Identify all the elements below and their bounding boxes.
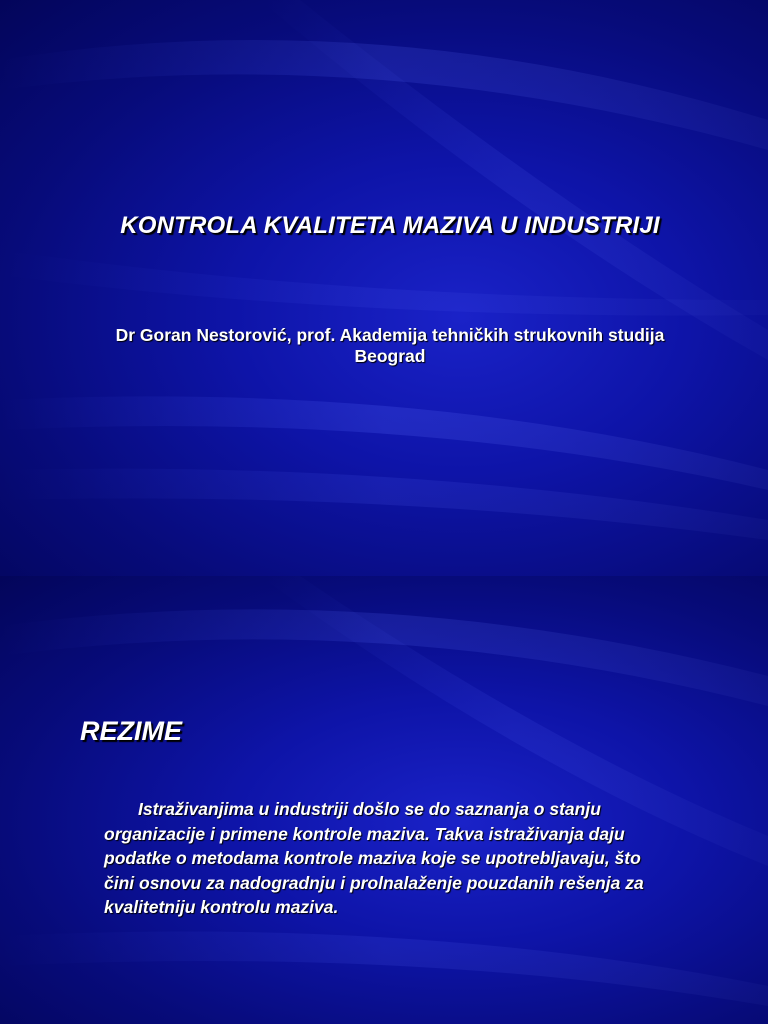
summary-slide bbox=[0, 576, 768, 1024]
summary-heading: REZIME bbox=[80, 716, 183, 746]
summary-line: kvalitetniju kontrolu maziva. bbox=[104, 897, 339, 917]
author-block bbox=[40, 325, 740, 367]
author-line: Dr Goran Nestorović, prof. Akademija tehničkih strukovnih studija bbox=[115, 325, 665, 345]
slide-title: KONTROLA KVALITETA MAZIVA U INDUSTRIJI bbox=[120, 212, 660, 239]
summary-line: podatke o metodama kontrole maziva koje se upotrebljavaju, što bbox=[104, 848, 641, 868]
summary-line: Istraživanjima u industriji došlo se do saznanja o stanju bbox=[138, 799, 601, 819]
summary-paragraph bbox=[104, 797, 724, 920]
author-location: Beograd bbox=[354, 346, 426, 366]
summary-line: čini osnovu za nadogradnju i prolnalaženje pouzdanih rešenja za bbox=[104, 872, 644, 893]
summary-line: organizacije i primene kontrole maziva. Takva istraživanja daju bbox=[104, 823, 625, 844]
